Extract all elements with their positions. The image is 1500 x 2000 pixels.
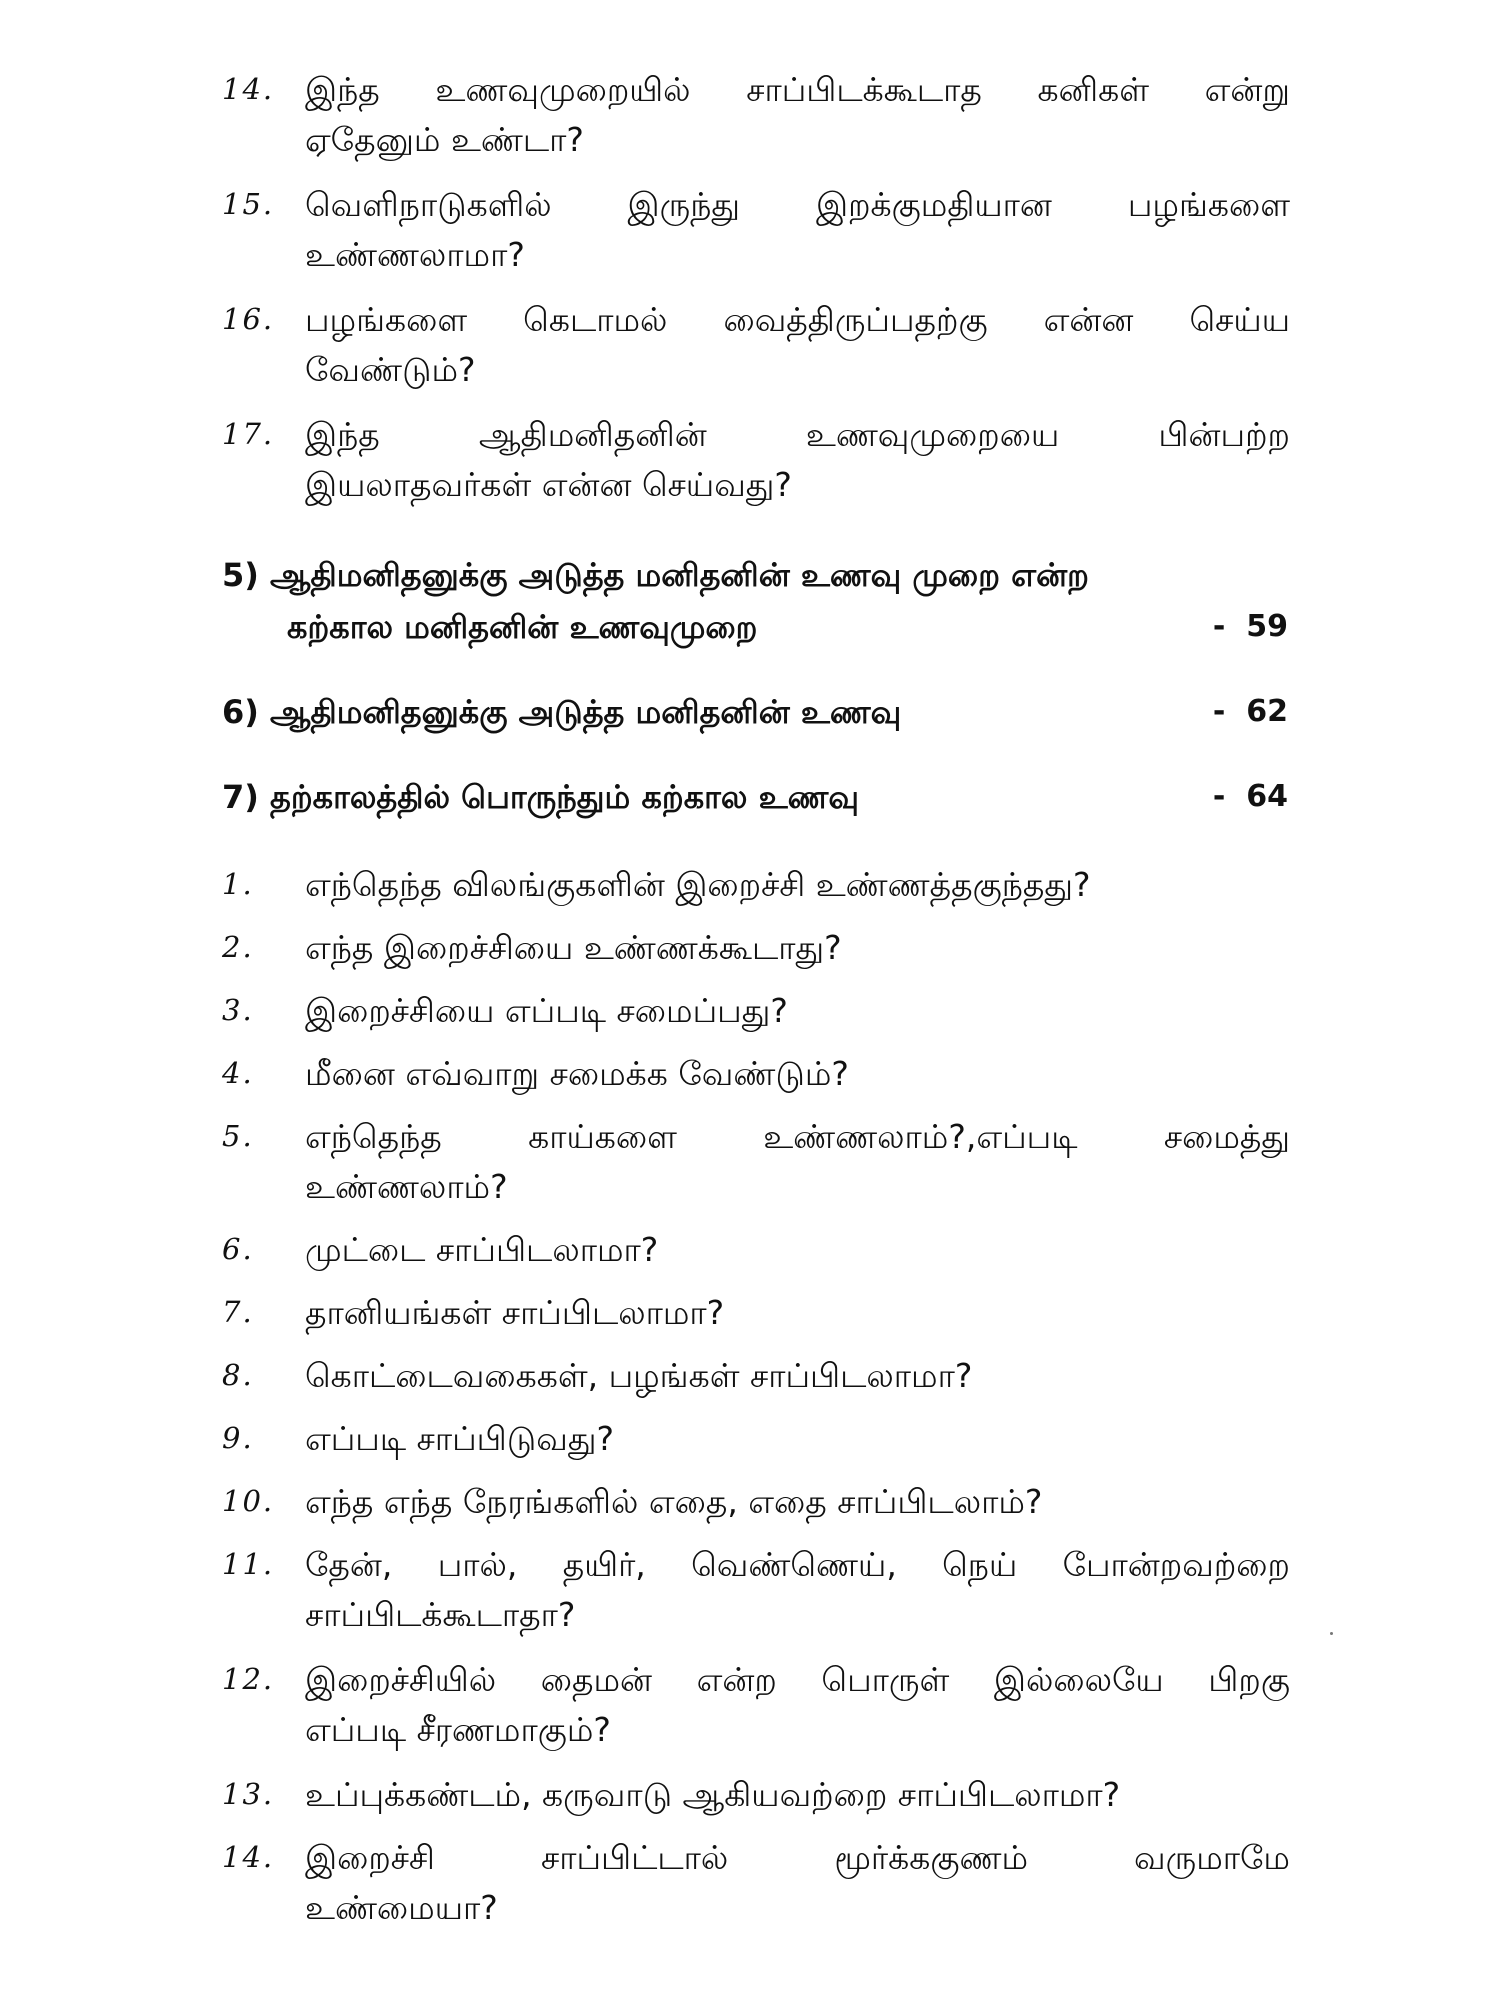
question-number: 2. <box>222 930 254 964</box>
question-number: 15. <box>222 187 275 221</box>
page-reference: - 59 <box>1212 609 1288 644</box>
question-number: 9. <box>222 1421 254 1455</box>
question-text: வெளிநாடுகளில் இருந்து இறக்குமதியான பழங்களை <box>305 185 1290 224</box>
question-text: ஏதேனும் உண்டா? <box>305 120 584 159</box>
section-title: 5) ஆதிமனிதனுக்கு அடுத்த மனிதனின் உணவு முறை என்ற <box>222 556 1089 594</box>
question-text: சாப்பிடக்கூடாதா? <box>305 1595 576 1634</box>
question-number: 8. <box>222 1358 254 1392</box>
question-text: முட்டை சாப்பிடலாமா? <box>305 1230 659 1269</box>
question-number: 6. <box>222 1232 254 1266</box>
question-text: இறைச்சியை எப்படி சமைப்பது? <box>305 991 788 1030</box>
question-number: 14. <box>222 72 275 106</box>
question-text: இறைச்சியில் தைமன் என்ற பொருள் இல்லையே பிறகு <box>305 1660 1290 1699</box>
question-text: உண்ணலாம்? <box>305 1167 508 1206</box>
question-number: 7. <box>222 1295 254 1329</box>
question-number: 4. <box>222 1056 254 1090</box>
question-number: 12. <box>222 1662 275 1696</box>
page-reference: - 64 <box>1212 779 1288 814</box>
question-number: 16. <box>222 302 275 336</box>
page-reference: - 62 <box>1212 694 1288 729</box>
question-text: எந்தெந்த விலங்குகளின் இறைச்சி உண்ணத்தகுந்தது? <box>305 865 1091 904</box>
question-text: உப்புக்கண்டம், கருவாடு ஆகியவற்றை சாப்பிடலாமா? <box>305 1775 1121 1814</box>
question-text: எந்தெந்த காய்களை உண்ணலாம்?,எப்படி சமைத்து <box>305 1117 1290 1156</box>
question-text: மீனை எவ்வாறு சமைக்க வேண்டும்? <box>305 1054 849 1093</box>
question-text: உண்மையா? <box>305 1888 498 1927</box>
question-text: எந்த இறைச்சியை உண்ணக்கூடாது? <box>305 928 842 967</box>
question-number: 13. <box>222 1777 275 1811</box>
section-title: 7) தற்காலத்தில் பொருந்தும் கற்கால உணவு <box>222 778 859 816</box>
question-text: தானியங்கள் சாப்பிடலாமா? <box>305 1293 725 1332</box>
question-text: எப்படி சாப்பிடுவது? <box>305 1419 614 1458</box>
question-text: தேன், பால், தயிர், வெண்ணெய், நெய் போன்றவற்றை <box>305 1545 1290 1584</box>
question-text: எப்படி சீரணமாகும்? <box>305 1710 611 1749</box>
question-text: உண்ணலாமா? <box>305 235 525 274</box>
question-number: 5. <box>222 1119 254 1153</box>
question-text: இறைச்சி சாப்பிட்டால் மூர்க்ககுணம் வருமாமே <box>305 1838 1290 1877</box>
question-text: பழங்களை கெடாமல் வைத்திருப்பதற்கு என்ன செய்ய <box>305 300 1290 339</box>
question-number: 11. <box>222 1547 275 1581</box>
question-text: கொட்டைவகைகள், பழங்கள் சாப்பிடலாமா? <box>305 1356 973 1395</box>
question-text: எந்த எந்த நேரங்களில் எதை, எதை சாப்பிடலாம்? <box>305 1482 1043 1521</box>
question-number: 3. <box>222 993 254 1027</box>
question-text: வேண்டும்? <box>305 350 476 389</box>
question-number: 1. <box>222 867 254 901</box>
section-title: கற்கால மனிதனின் உணவுமுறை <box>287 608 758 646</box>
question-text: இயலாதவர்கள் என்ன செய்வது? <box>305 465 792 504</box>
question-text: இந்த உணவுமுறையில் சாப்பிடக்கூடாத கனிகள் என்று <box>305 70 1290 109</box>
question-number: 14. <box>222 1840 275 1874</box>
question-number: 17. <box>222 417 275 451</box>
question-number: 10. <box>222 1484 275 1518</box>
section-title: 6) ஆதிமனிதனுக்கு அடுத்த மனிதனின் உணவு <box>222 693 902 731</box>
scan-speck <box>1330 1632 1333 1635</box>
question-text: இந்த ஆதிமனிதனின் உணவுமுறையை பின்பற்ற <box>305 415 1290 454</box>
